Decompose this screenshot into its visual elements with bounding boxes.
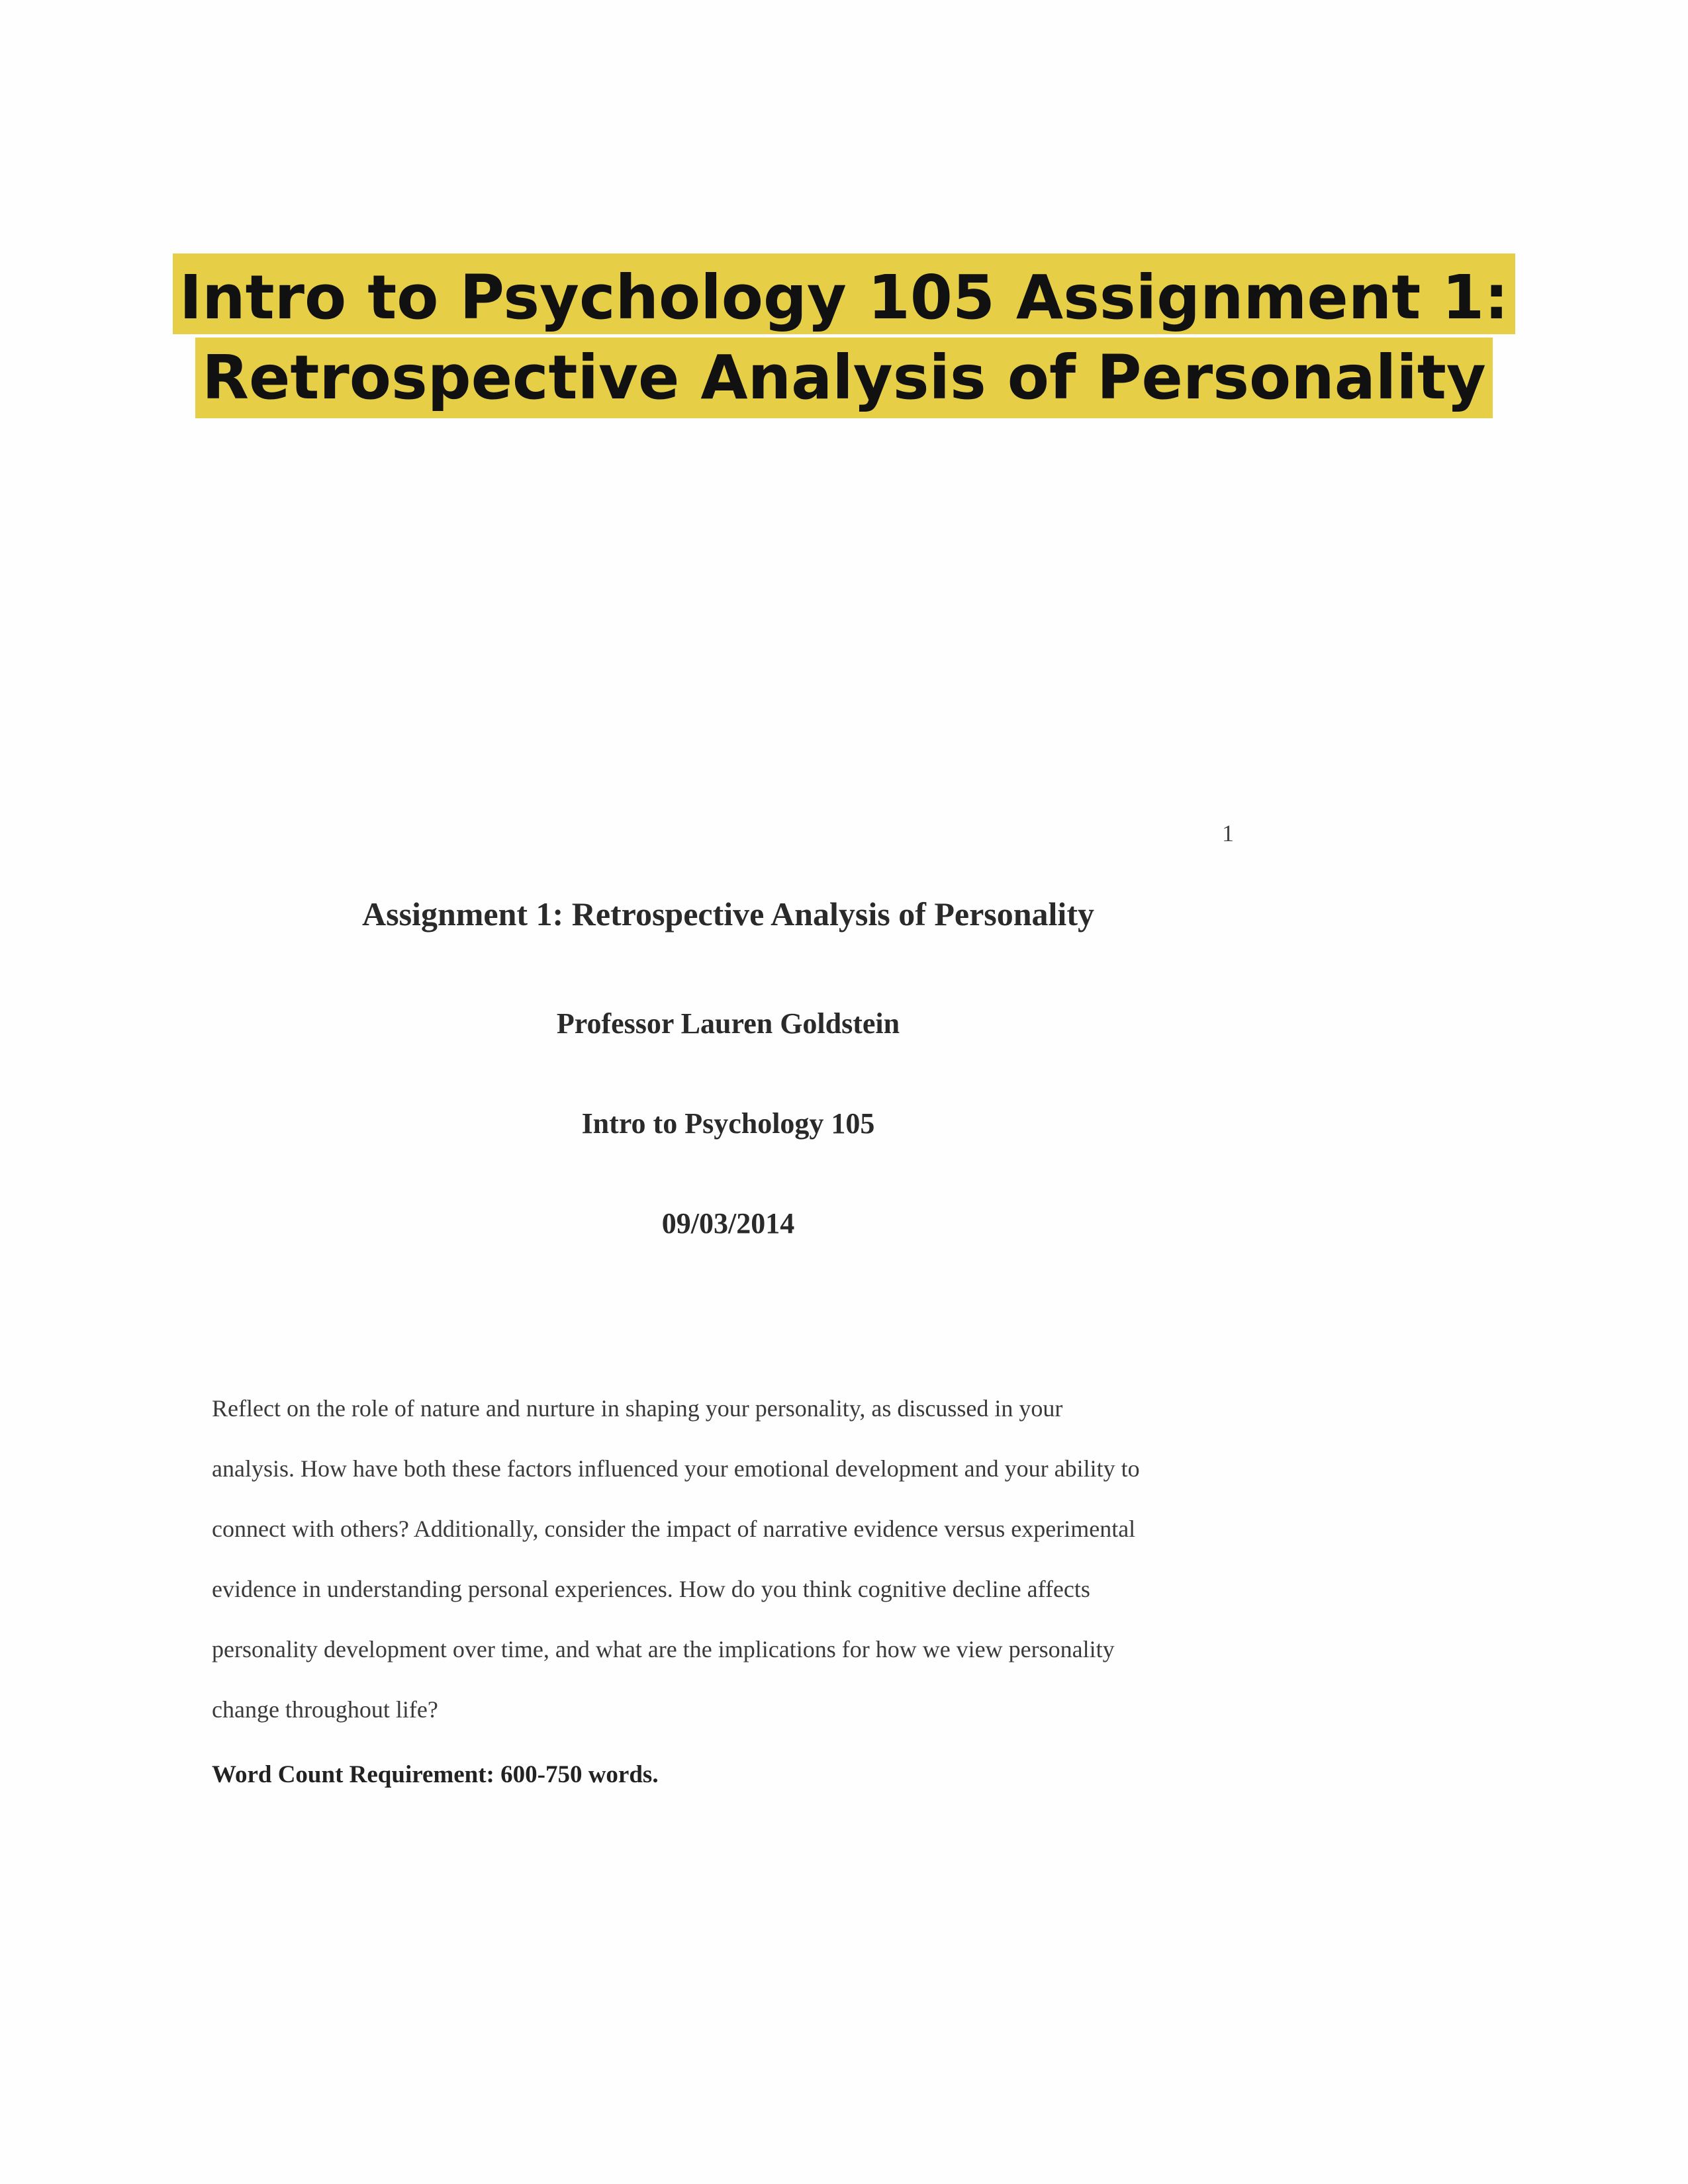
prompt-line: personality development over time, and what are the implications for how we view personality bbox=[212, 1636, 1115, 1662]
prompt-line: change throughout life? bbox=[212, 1696, 438, 1723]
prompt-line: connect with others? Additionally, consider the impact of narrative evidence versus experimental bbox=[212, 1516, 1136, 1542]
prompt-line: Reflect on the role of nature and nurture in shaping your personality, as discussed in your bbox=[212, 1395, 1063, 1422]
word-count-requirement: Word Count Requirement: 600-750 words. bbox=[212, 1761, 659, 1788]
prompt-line: evidence in understanding personal experiences. How do you think cognitive decline affects bbox=[212, 1576, 1090, 1602]
assignment-prompt bbox=[212, 1390, 1284, 1751]
assignment-date: 09/03/2014 bbox=[661, 1207, 795, 1240]
document-title: Assignment 1: Retrospective Analysis of Personality bbox=[362, 895, 1094, 933]
prompt-line: analysis. How have both these factors influenced your emotional development and your ability to bbox=[212, 1455, 1140, 1482]
highlighted-title-line-2: Retrospective Analysis of Personality bbox=[195, 338, 1493, 418]
page-number: 1 bbox=[1222, 820, 1234, 846]
course-name: Intro to Psychology 105 bbox=[581, 1107, 875, 1140]
professor-name: Professor Lauren Goldstein bbox=[556, 1007, 900, 1040]
highlighted-title-line-1: Intro to Psychology 105 Assignment 1: bbox=[173, 253, 1515, 334]
